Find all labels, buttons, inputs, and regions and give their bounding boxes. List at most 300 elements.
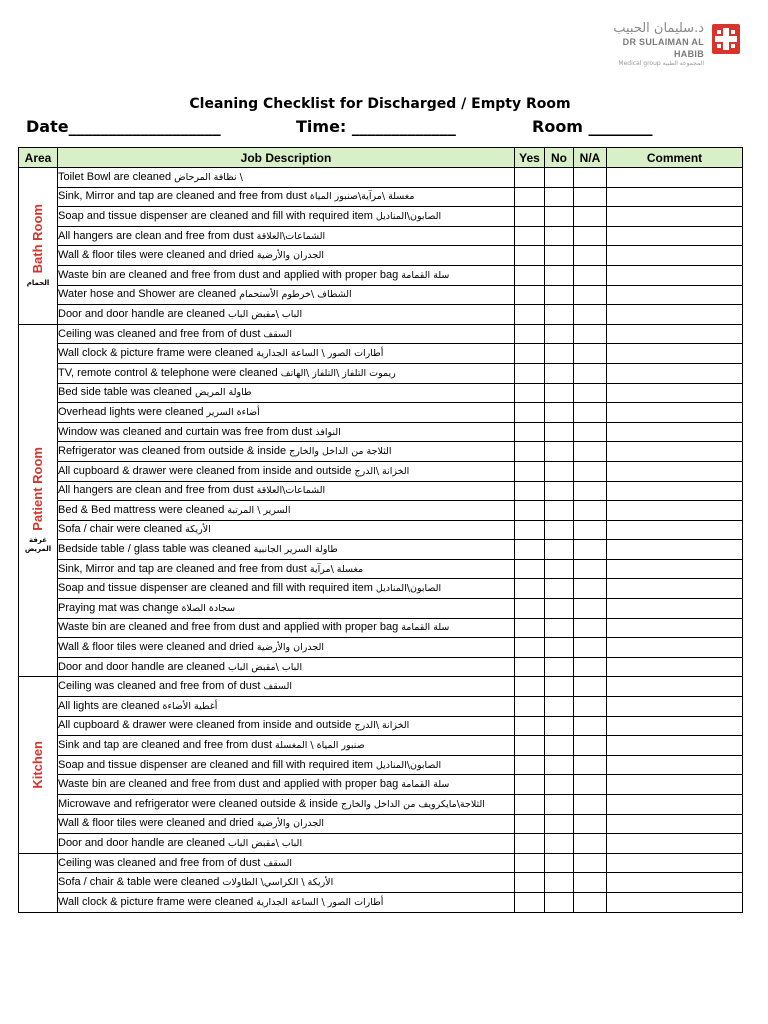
job-description-cell xyxy=(58,618,515,638)
comment-cell[interactable] xyxy=(607,736,743,756)
no-cell[interactable] xyxy=(545,736,574,756)
hospital-logo xyxy=(594,21,744,67)
comment-cell[interactable] xyxy=(607,716,743,736)
no-cell[interactable] xyxy=(545,422,574,442)
job-description-cell xyxy=(58,168,515,188)
comment-cell[interactable] xyxy=(607,363,743,383)
no-cell[interactable] xyxy=(545,834,574,854)
job-description-cell xyxy=(58,775,515,795)
yes-cell[interactable] xyxy=(515,363,545,383)
logo-text xyxy=(594,22,704,68)
table-row xyxy=(19,383,743,403)
yes-cell[interactable] xyxy=(515,814,545,834)
job-description-text: Toilet Bowl are cleaned xyxy=(58,170,172,183)
job-description-text: All cupboard & drawer were cleaned from inside and outside xyxy=(58,464,352,477)
no-cell[interactable] xyxy=(545,285,574,305)
no-cell[interactable] xyxy=(545,324,574,344)
job-description-text: Soap and tissue dispenser are cleaned and fill with required item xyxy=(58,758,373,771)
comment-cell[interactable] xyxy=(607,892,743,912)
job-description-text: Sofa / chair were cleaned xyxy=(58,523,183,536)
table-row xyxy=(19,481,743,501)
no-cell[interactable] xyxy=(545,207,574,227)
job-description-text: Sink and tap are cleaned and free from dust xyxy=(58,739,273,752)
table-row xyxy=(19,755,743,775)
checklist-body xyxy=(19,168,743,913)
yes-cell[interactable] xyxy=(515,618,545,638)
yes-cell[interactable] xyxy=(515,168,545,188)
na-cell[interactable] xyxy=(574,403,607,423)
comment-cell[interactable] xyxy=(607,618,743,638)
yes-cell[interactable] xyxy=(515,246,545,266)
yes-cell[interactable] xyxy=(515,677,545,697)
yes-cell[interactable] xyxy=(515,207,545,227)
table-row xyxy=(19,168,743,188)
na-cell[interactable] xyxy=(574,520,607,540)
table-row xyxy=(19,638,743,658)
table-row xyxy=(19,677,743,697)
job-description-text: Overhead lights were cleaned xyxy=(58,405,204,418)
job-description-text: Soap and tissue dispenser are cleaned and fill with required item xyxy=(58,582,373,595)
table-row xyxy=(19,853,743,873)
job-description-arabic: الصابون\المناديل xyxy=(375,583,442,595)
job-description-text: All hangers are clean and free from dust xyxy=(58,229,254,242)
table-row xyxy=(19,716,743,736)
area-label-arabic: غرفة المريض xyxy=(24,536,52,554)
comment-cell[interactable] xyxy=(607,638,743,658)
yes-cell[interactable] xyxy=(515,187,545,207)
comment-cell[interactable] xyxy=(607,501,743,521)
room-field[interactable]: Room ________ xyxy=(532,117,653,136)
yes-cell[interactable] xyxy=(515,775,545,795)
table-row xyxy=(19,207,743,227)
no-cell[interactable] xyxy=(545,226,574,246)
no-cell[interactable] xyxy=(545,892,574,912)
table-row xyxy=(19,892,743,912)
comment-cell[interactable] xyxy=(607,579,743,599)
job-description-text: Waste bin are cleaned and free from dust and applied with proper bag xyxy=(58,621,399,634)
comment-cell[interactable] xyxy=(607,246,743,266)
comment-cell[interactable] xyxy=(607,520,743,540)
yes-cell[interactable] xyxy=(515,305,545,325)
yes-cell[interactable] xyxy=(515,579,545,599)
yes-cell[interactable] xyxy=(515,442,545,462)
job-description-text: Sink, Mirror and tap are cleaned and free from dust xyxy=(58,190,307,203)
table-row xyxy=(19,814,743,834)
na-cell[interactable] xyxy=(574,657,607,677)
no-cell[interactable] xyxy=(545,187,574,207)
table-row xyxy=(19,344,743,364)
no-cell[interactable] xyxy=(545,265,574,285)
job-description-text: Wall & floor tiles were cleaned and dried xyxy=(58,249,254,262)
na-cell[interactable] xyxy=(574,716,607,736)
area-label: Bath Room xyxy=(30,203,45,274)
no-cell[interactable] xyxy=(545,716,574,736)
date-field[interactable]: Date___________________ xyxy=(26,117,221,136)
job-description-text: Ceiling was cleaned and free from of dust xyxy=(58,856,261,869)
job-description-cell xyxy=(58,520,515,540)
yes-cell[interactable] xyxy=(515,834,545,854)
comment-cell[interactable] xyxy=(607,265,743,285)
comment-cell[interactable] xyxy=(607,775,743,795)
job-description-arabic: نظافة المرحاض \ xyxy=(174,171,243,183)
job-description-text: Door and door handle are cleaned xyxy=(58,836,225,849)
table-row xyxy=(19,834,743,854)
no-cell[interactable] xyxy=(545,363,574,383)
job-description-text: Wall & floor tiles were cleaned and dried xyxy=(58,817,254,830)
table-row xyxy=(19,559,743,579)
comment-cell[interactable] xyxy=(607,442,743,462)
na-cell[interactable] xyxy=(574,285,607,305)
comment-cell[interactable] xyxy=(607,168,743,188)
yes-cell[interactable] xyxy=(515,324,545,344)
job-description-cell xyxy=(58,403,515,423)
job-description-cell xyxy=(58,461,515,481)
yes-cell[interactable] xyxy=(515,559,545,579)
job-description-text: Microwave and refrigerator were cleaned outside & inside xyxy=(58,797,339,810)
job-description-text: Bed & Bed mattress were cleaned xyxy=(58,503,225,516)
job-description-text: Sofa / chair & table were cleaned xyxy=(58,876,220,889)
no-cell[interactable] xyxy=(545,618,574,638)
yes-cell[interactable] xyxy=(515,226,545,246)
comment-cell[interactable] xyxy=(607,187,743,207)
header-no: No xyxy=(545,148,574,168)
comment-cell[interactable] xyxy=(607,540,743,560)
table-row xyxy=(19,795,743,815)
logo-arabic-name: د.سليمان الحبيب xyxy=(613,21,704,36)
job-description-arabic: الثلاجة من الداخل والخارج xyxy=(289,446,392,458)
no-cell[interactable] xyxy=(545,579,574,599)
comment-cell[interactable] xyxy=(607,481,743,501)
no-cell[interactable] xyxy=(545,403,574,423)
table-row xyxy=(19,873,743,893)
na-cell[interactable] xyxy=(574,814,607,834)
no-cell[interactable] xyxy=(545,246,574,266)
table-row xyxy=(19,422,743,442)
job-description-cell xyxy=(58,481,515,501)
comment-cell[interactable] xyxy=(607,599,743,619)
no-cell[interactable] xyxy=(545,168,574,188)
job-description-text: All cupboard & drawer were cleaned from inside and outside xyxy=(58,719,352,732)
table-row xyxy=(19,461,743,481)
area-label-wrap xyxy=(19,741,57,789)
na-cell[interactable] xyxy=(574,736,607,756)
job-description-arabic: الباب \مقبض الباب xyxy=(227,661,303,673)
header-na: N/A xyxy=(574,148,607,168)
comment-cell[interactable] xyxy=(607,344,743,364)
job-description-text: Wall clock & picture frame were cleaned xyxy=(58,895,254,908)
job-description-arabic: الأريكة \ الكراسي\ الطاولات xyxy=(222,877,334,889)
no-cell[interactable] xyxy=(545,501,574,521)
comment-cell[interactable] xyxy=(607,285,743,305)
yes-cell[interactable] xyxy=(515,736,545,756)
job-description-cell xyxy=(58,736,515,756)
job-description-text: Refrigerator was cleaned from outside & inside xyxy=(58,445,287,458)
job-description-arabic: الثلاجة\مايكرويف من الداخل والخارج xyxy=(341,798,485,810)
yes-cell[interactable] xyxy=(515,344,545,364)
yes-cell[interactable] xyxy=(515,265,545,285)
area-label-wrap xyxy=(19,204,57,288)
na-cell[interactable] xyxy=(574,579,607,599)
yes-cell[interactable] xyxy=(515,501,545,521)
na-cell[interactable] xyxy=(574,540,607,560)
table-row xyxy=(19,285,743,305)
na-cell[interactable] xyxy=(574,168,607,188)
job-description-cell xyxy=(58,540,515,560)
job-description-text: Ceiling was cleaned and free from of dust xyxy=(58,327,261,340)
comment-cell[interactable] xyxy=(607,677,743,697)
job-description-text: Water hose and Shower are cleaned xyxy=(58,288,237,301)
job-description-text: Wall clock & picture frame were cleaned xyxy=(58,347,254,360)
yes-cell[interactable] xyxy=(515,403,545,423)
header-area: Area xyxy=(19,148,58,168)
yes-cell[interactable] xyxy=(515,422,545,442)
job-description-arabic: السقف xyxy=(263,857,293,869)
job-description-cell xyxy=(58,638,515,658)
yes-cell[interactable] xyxy=(515,873,545,893)
comment-cell[interactable] xyxy=(607,403,743,423)
na-cell[interactable] xyxy=(574,383,607,403)
job-description-arabic: الجدران والأرضية xyxy=(256,250,324,262)
na-cell[interactable] xyxy=(574,265,607,285)
comment-cell[interactable] xyxy=(607,755,743,775)
na-cell[interactable] xyxy=(574,246,607,266)
job-description-arabic: مغسلة \مرآية\صنبور المياة xyxy=(309,191,415,203)
job-description-arabic: صنبور المياة \ المغسلة xyxy=(275,740,365,752)
job-description-cell xyxy=(58,834,515,854)
na-cell[interactable] xyxy=(574,853,607,873)
no-cell[interactable] xyxy=(545,481,574,501)
na-cell[interactable] xyxy=(574,559,607,579)
job-description-arabic: السقف xyxy=(263,681,293,693)
comment-cell[interactable] xyxy=(607,383,743,403)
comment-cell[interactable] xyxy=(607,814,743,834)
job-description-cell xyxy=(58,579,515,599)
no-cell[interactable] xyxy=(545,775,574,795)
na-cell[interactable] xyxy=(574,422,607,442)
job-description-arabic: السقف xyxy=(263,328,293,340)
area-cell xyxy=(19,168,58,325)
no-cell[interactable] xyxy=(545,873,574,893)
table-row xyxy=(19,363,743,383)
job-description-text: Door and door handle are cleaned xyxy=(58,307,225,320)
job-description-cell xyxy=(58,755,515,775)
job-description-arabic: سجادة الصلاة xyxy=(181,602,236,614)
job-description-arabic: طاولة المريض xyxy=(194,387,252,399)
no-cell[interactable] xyxy=(545,344,574,364)
no-cell[interactable] xyxy=(545,442,574,462)
job-description-cell xyxy=(58,657,515,677)
table-header-row xyxy=(19,148,743,168)
area-label: Patient Room xyxy=(30,446,45,531)
na-cell[interactable] xyxy=(574,344,607,364)
job-description-text: All hangers are clean and free from dust xyxy=(58,484,254,497)
yes-cell[interactable] xyxy=(515,599,545,619)
no-cell[interactable] xyxy=(545,755,574,775)
yes-cell[interactable] xyxy=(515,520,545,540)
comment-cell[interactable] xyxy=(607,207,743,227)
comment-cell[interactable] xyxy=(607,853,743,873)
na-cell[interactable] xyxy=(574,677,607,697)
na-cell[interactable] xyxy=(574,207,607,227)
no-cell[interactable] xyxy=(545,383,574,403)
job-description-cell xyxy=(58,677,515,697)
na-cell[interactable] xyxy=(574,873,607,893)
job-description-text: Soap and tissue dispenser are cleaned and fill with required item xyxy=(58,209,373,222)
table-row xyxy=(19,265,743,285)
na-cell[interactable] xyxy=(574,481,607,501)
job-description-arabic: الباب \مقبض الباب xyxy=(227,837,303,849)
no-cell[interactable] xyxy=(545,599,574,619)
logo-subtitle: Medical group المجموعة الطبية xyxy=(618,60,704,67)
job-description-text: Waste bin are cleaned and free from dust and applied with proper bag xyxy=(58,778,399,791)
na-cell[interactable] xyxy=(574,187,607,207)
na-cell[interactable] xyxy=(574,501,607,521)
job-description-text: Wall & floor tiles were cleaned and dried xyxy=(58,641,254,654)
no-cell[interactable] xyxy=(545,638,574,658)
na-cell[interactable] xyxy=(574,755,607,775)
job-description-text: Bedside table / glass table was cleaned xyxy=(58,543,251,556)
na-cell[interactable] xyxy=(574,892,607,912)
yes-cell[interactable] xyxy=(515,853,545,873)
job-description-arabic: الجدران والأرضية xyxy=(256,642,324,654)
table-row xyxy=(19,246,743,266)
yes-cell[interactable] xyxy=(515,697,545,717)
no-cell[interactable] xyxy=(545,795,574,815)
job-description-text: Ceiling was cleaned and free from of dust xyxy=(58,680,261,693)
area-label: Kitchen xyxy=(30,741,45,789)
job-description-cell xyxy=(58,873,515,893)
comment-cell[interactable] xyxy=(607,873,743,893)
comment-cell[interactable] xyxy=(607,834,743,854)
job-description-arabic: الجدران والأرضية xyxy=(256,818,324,830)
job-description-arabic: الباب \مقبض الباب xyxy=(227,308,303,320)
job-description-cell xyxy=(58,285,515,305)
yes-cell[interactable] xyxy=(515,638,545,658)
comment-cell[interactable] xyxy=(607,461,743,481)
comment-cell[interactable] xyxy=(607,305,743,325)
job-description-arabic: سلة القمامة xyxy=(401,779,450,791)
job-description-arabic: أطارات الصور \ الساعة الجدارية xyxy=(256,348,384,360)
yes-cell[interactable] xyxy=(515,657,545,677)
table-row xyxy=(19,187,743,207)
na-cell[interactable] xyxy=(574,697,607,717)
na-cell[interactable] xyxy=(574,226,607,246)
job-description-arabic: سلة القمامة xyxy=(401,269,450,281)
time-field[interactable]: Time: _____________ xyxy=(296,117,456,136)
job-description-text: Waste bin are cleaned and free from dust and applied with proper bag xyxy=(58,268,399,281)
no-cell[interactable] xyxy=(545,814,574,834)
na-cell[interactable] xyxy=(574,363,607,383)
na-cell[interactable] xyxy=(574,618,607,638)
job-description-cell xyxy=(58,716,515,736)
yes-cell[interactable] xyxy=(515,285,545,305)
job-description-arabic: الخزانة \الدرج xyxy=(354,465,410,477)
job-description-arabic: الخزانة \الدرج xyxy=(354,720,410,732)
header-job-description: Job Description xyxy=(58,148,515,168)
table-row xyxy=(19,305,743,325)
job-description-arabic: النوافذ xyxy=(315,426,341,438)
job-description-cell xyxy=(58,422,515,442)
na-cell[interactable] xyxy=(574,775,607,795)
no-cell[interactable] xyxy=(545,677,574,697)
logo-english-name: DR SULAIMAN AL HABIB xyxy=(622,37,704,59)
no-cell[interactable] xyxy=(545,540,574,560)
yes-cell[interactable] xyxy=(515,795,545,815)
yes-cell[interactable] xyxy=(515,716,545,736)
job-description-arabic: الشماعات\العلاقة xyxy=(256,485,326,497)
comment-cell[interactable] xyxy=(607,324,743,344)
no-cell[interactable] xyxy=(545,697,574,717)
yes-cell[interactable] xyxy=(515,755,545,775)
job-description-cell xyxy=(58,501,515,521)
comment-cell[interactable] xyxy=(607,795,743,815)
comment-cell[interactable] xyxy=(607,697,743,717)
no-cell[interactable] xyxy=(545,520,574,540)
job-description-cell xyxy=(58,559,515,579)
na-cell[interactable] xyxy=(574,599,607,619)
job-description-cell xyxy=(58,853,515,873)
job-description-arabic: الصابون\المناديل xyxy=(375,210,442,222)
job-description-arabic: سلة القمامة xyxy=(401,622,450,634)
job-description-arabic: طاولة السرير الجانبية xyxy=(253,544,338,556)
job-description-arabic: الشطاف \خرطوم الأستحمام xyxy=(239,289,352,301)
job-description-arabic: الأريكة xyxy=(185,524,211,536)
comment-cell[interactable] xyxy=(607,422,743,442)
na-cell[interactable] xyxy=(574,638,607,658)
na-cell[interactable] xyxy=(574,834,607,854)
na-cell[interactable] xyxy=(574,461,607,481)
yes-cell[interactable] xyxy=(515,892,545,912)
job-description-text: Sink, Mirror and tap are cleaned and free from dust xyxy=(58,562,307,575)
yes-cell[interactable] xyxy=(515,540,545,560)
no-cell[interactable] xyxy=(545,853,574,873)
job-description-cell xyxy=(58,187,515,207)
job-description-text: Bed side table was cleaned xyxy=(58,386,192,399)
job-description-text: Window was cleaned and curtain was free from dust xyxy=(58,425,313,438)
yes-cell[interactable] xyxy=(515,461,545,481)
job-description-arabic: الشماعات\العلاقة xyxy=(256,230,326,242)
na-cell[interactable] xyxy=(574,795,607,815)
job-description-cell xyxy=(58,795,515,815)
no-cell[interactable] xyxy=(545,657,574,677)
comment-cell[interactable] xyxy=(607,657,743,677)
yes-cell[interactable] xyxy=(515,383,545,403)
no-cell[interactable] xyxy=(545,559,574,579)
header-yes: Yes xyxy=(515,148,545,168)
area-label-arabic: الحمام xyxy=(26,279,50,288)
na-cell[interactable] xyxy=(574,305,607,325)
table-row xyxy=(19,657,743,677)
comment-cell[interactable] xyxy=(607,559,743,579)
na-cell[interactable] xyxy=(574,324,607,344)
job-description-cell xyxy=(58,207,515,227)
table-row xyxy=(19,775,743,795)
job-description-text: All lights are cleaned xyxy=(58,699,160,712)
job-description-text: Door and door handle are cleaned xyxy=(58,660,225,673)
no-cell[interactable] xyxy=(545,461,574,481)
table-row xyxy=(19,540,743,560)
comment-cell[interactable] xyxy=(607,226,743,246)
yes-cell[interactable] xyxy=(515,481,545,501)
table-row xyxy=(19,501,743,521)
area-cell xyxy=(19,677,58,853)
table-row xyxy=(19,520,743,540)
table-row xyxy=(19,403,743,423)
table-row xyxy=(19,442,743,462)
no-cell[interactable] xyxy=(545,305,574,325)
na-cell[interactable] xyxy=(574,442,607,462)
job-description-text: TV, remote control & telephone were cleaned xyxy=(58,366,278,379)
